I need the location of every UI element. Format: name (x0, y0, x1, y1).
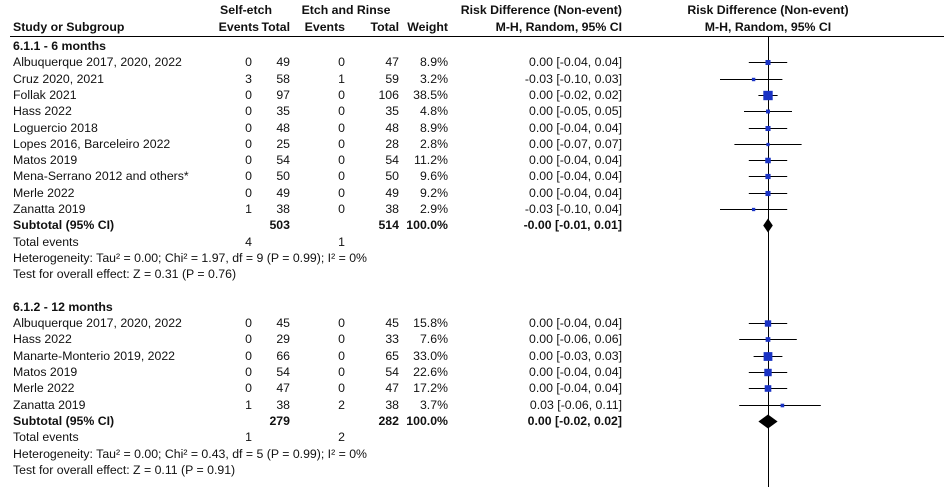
study-row (0, 120, 944, 136)
self-etch-events: 3 (245, 71, 252, 86)
self-etch-events: 0 (245, 185, 252, 200)
self-etch-total: 25 (276, 136, 290, 151)
subtotal-label: Subtotal (95% CI) (13, 413, 115, 428)
study-row (0, 185, 944, 201)
etch-rinse-total: 28 (385, 136, 399, 151)
self-etch-events: 0 (245, 120, 252, 135)
method-table-header: M-H, Random, 95% CI (495, 20, 622, 34)
study-risk-difference: -0.03 [-0.10, 0.04] (524, 202, 622, 216)
etch-rinse-total: 33 (385, 332, 399, 347)
subtotal-row (0, 413, 944, 429)
etch-rinse-events: 0 (338, 332, 345, 347)
etch-rinse-events: 0 (338, 169, 345, 184)
etch-rinse-events: 0 (338, 348, 345, 363)
self-etch-total: 58 (276, 71, 290, 86)
study-weight: 17.2% (413, 381, 448, 396)
total-events-label: Total events (13, 234, 79, 249)
overall-effect-row (0, 462, 944, 478)
self-etch-total: 38 (276, 202, 290, 216)
etch-rinse-events: 0 (338, 120, 345, 135)
etch-rinse-events-header: Events (304, 20, 345, 34)
self-etch-total: 48 (276, 120, 290, 135)
etch-rinse-total: 65 (385, 348, 399, 363)
etch-and-rinse-group-header: Etch and Rinse (301, 3, 391, 17)
study-name: Zanatta 2019 (13, 202, 86, 216)
study-row (0, 201, 944, 217)
study-weight: 22.6% (413, 365, 448, 379)
study-risk-difference: 0.00 [-0.03, 0.03] (529, 348, 622, 363)
self-etch-total: 50 (276, 169, 290, 184)
self-etch-events: 0 (245, 169, 252, 184)
self-etch-events-header: Events (218, 20, 259, 34)
self-etch-total: 38 (276, 397, 290, 412)
self-etch-total-header: Total (261, 20, 290, 34)
total-events-etch-rinse: 2 (338, 430, 345, 445)
total-events-label: Total events (13, 430, 79, 445)
study-risk-difference: 0.00 [-0.04, 0.04] (529, 55, 622, 70)
study-row (0, 54, 944, 70)
study-weight: 11.2% (414, 153, 448, 168)
self-etch-total: 54 (276, 153, 290, 168)
etch-rinse-total-header: Total (370, 20, 399, 34)
study-weight: 3.2% (419, 71, 448, 86)
self-etch-total: 66 (276, 348, 290, 363)
etch-rinse-total: 106 (378, 87, 399, 102)
overall-effect-text: Test for overall effect: Z = 0.31 (P = 0.76) (13, 267, 237, 282)
study-row (0, 152, 944, 168)
study-risk-difference: 0.00 [-0.06, 0.06] (529, 332, 622, 347)
study-risk-difference: 0.00 [-0.04, 0.04] (529, 153, 622, 168)
method-plot-header: M-H, Random, 95% CI (704, 20, 832, 34)
heterogeneity-row (0, 250, 944, 266)
self-etch-events: 0 (245, 153, 252, 168)
risk-difference-plot-header: Risk Difference (Non-event) (687, 3, 849, 17)
subtotal-etch-rinse-total: 282 (378, 413, 399, 428)
subgroup-title: 6.1.2 - 12 months (13, 299, 113, 314)
etch-rinse-total: 59 (385, 71, 399, 86)
etch-rinse-events: 0 (338, 136, 345, 151)
study-name: Loguercio 2018 (13, 120, 98, 135)
study-name: Mena-Serrano 2012 and others* (13, 169, 189, 184)
study-name: Merle 2022 (13, 185, 75, 200)
risk-difference-table-header: Risk Difference (Non-event) (460, 3, 622, 17)
study-name: Albuquerque 2017, 2020, 2022 (13, 316, 182, 331)
self-etch-total: 49 (276, 185, 290, 200)
subgroup-title-row (0, 38, 944, 54)
study-row (0, 71, 944, 87)
etch-rinse-events: 2 (338, 397, 345, 412)
self-etch-total: 35 (276, 104, 290, 119)
overall-effect-text: Test for overall effect: Z = 0.11 (P = 0.91) (13, 462, 236, 477)
study-row (0, 168, 944, 184)
study-weight: 15.8% (413, 316, 448, 331)
study-name: Matos 2019 (13, 365, 78, 379)
etch-rinse-events: 0 (338, 202, 345, 216)
etch-rinse-events: 0 (338, 104, 345, 119)
study-weight: 9.2% (419, 185, 448, 200)
self-etch-events: 0 (245, 104, 252, 119)
heterogeneity-text: Heterogeneity: Tau² = 0.00; Chi² = 1.97, df = 9 (P = 0.99); I² = 0% (13, 250, 367, 265)
subtotal-self-etch-total: 503 (269, 218, 290, 233)
study-weight: 8.9% (419, 120, 448, 135)
study-name: Merle 2022 (13, 381, 75, 396)
self-etch-events: 0 (245, 365, 252, 379)
study-name: Albuquerque 2017, 2020, 2022 (13, 55, 182, 70)
study-risk-difference: 0.00 [-0.04, 0.04] (529, 316, 622, 331)
study-weight: 9.6% (419, 169, 448, 184)
self-etch-events: 0 (245, 316, 252, 331)
study-risk-difference: 0.00 [-0.04, 0.04] (529, 169, 622, 184)
subtotal-etch-rinse-total: 514 (378, 218, 399, 233)
self-etch-total: 47 (276, 381, 290, 396)
subtotal-row (0, 217, 944, 233)
etch-rinse-events: 0 (338, 316, 345, 331)
self-etch-total: 97 (276, 87, 290, 102)
etch-rinse-total: 50 (385, 169, 399, 184)
self-etch-events: 0 (245, 136, 252, 151)
subtotal-weight: 100.0% (406, 413, 448, 428)
study-risk-difference: 0.00 [-0.04, 0.04] (529, 185, 622, 200)
study-risk-difference: 0.00 [-0.04, 0.04] (529, 381, 622, 396)
study-row (0, 380, 944, 396)
total-events-row (0, 234, 944, 250)
etch-rinse-total: 47 (385, 381, 399, 396)
study-weight: 38.5% (413, 87, 448, 102)
study-row (0, 87, 944, 103)
self-etch-total: 54 (276, 365, 290, 379)
study-weight: 4.8% (419, 104, 448, 119)
study-name: Cruz 2020, 2021 (13, 71, 104, 86)
study-weight: 8.9% (419, 55, 448, 70)
study-row (0, 348, 944, 364)
self-etch-events: 0 (245, 332, 252, 347)
subtotal-label: Subtotal (95% CI) (13, 218, 115, 233)
study-name: Follak 2021 (13, 87, 77, 102)
study-weight: 3.7% (419, 397, 448, 412)
study-weight: 7.6% (419, 332, 448, 347)
study-name: Zanatta 2019 (13, 397, 86, 412)
study-risk-difference: 0.00 [-0.04, 0.04] (529, 120, 622, 135)
study-row (0, 364, 944, 380)
study-weight: 2.9% (419, 202, 448, 216)
etch-rinse-total: 47 (385, 55, 399, 70)
total-events-self-etch: 1 (245, 430, 252, 445)
study-name: Manarte-Monterio 2019, 2022 (13, 348, 176, 363)
etch-rinse-events: 0 (338, 55, 345, 70)
total-events-self-etch: 4 (245, 234, 252, 249)
study-row (0, 331, 944, 347)
etch-rinse-events: 0 (338, 365, 345, 379)
study-name: Matos 2019 (13, 153, 78, 168)
study-row (0, 103, 944, 119)
study-weight: 33.0% (413, 348, 448, 363)
study-name: Hass 2022 (13, 104, 72, 119)
self-etch-total: 45 (276, 316, 290, 331)
subgroup-title-row (0, 299, 944, 315)
self-etch-events: 0 (245, 381, 252, 396)
etch-rinse-events: 0 (338, 87, 345, 102)
study-risk-difference: 0.00 [-0.05, 0.05] (529, 104, 622, 119)
self-etch-events: 1 (245, 202, 252, 216)
subtotal-risk-difference: -0.00 [-0.01, 0.01] (523, 218, 622, 233)
study-row (0, 397, 944, 413)
etch-rinse-total: 54 (385, 153, 399, 168)
heterogeneity-text: Heterogeneity: Tau² = 0.00; Chi² = 0.43, df = 5 (P = 0.99); I² = 0% (13, 446, 367, 461)
study-weight: 2.8% (419, 136, 448, 151)
study-row (0, 315, 944, 331)
self-etch-events: 0 (245, 55, 252, 70)
subtotal-risk-difference: 0.00 [-0.02, 0.02] (527, 413, 622, 428)
heterogeneity-row (0, 446, 944, 462)
overall-effect-row (0, 266, 944, 282)
study-risk-difference: -0.03 [-0.10, 0.03] (524, 71, 622, 86)
study-risk-difference: 0.03 [-0.06, 0.11] (529, 397, 622, 412)
study-column-header: Study or Subgroup (13, 20, 125, 34)
total-events-etch-rinse: 1 (338, 234, 345, 249)
study-name: Hass 2022 (13, 332, 72, 347)
etch-rinse-events: 1 (338, 71, 345, 86)
etch-rinse-events: 0 (338, 185, 345, 200)
study-row (0, 136, 944, 152)
etch-rinse-total: 48 (385, 120, 399, 135)
study-risk-difference: 0.00 [-0.02, 0.02] (529, 87, 622, 102)
etch-rinse-total: 35 (385, 104, 399, 119)
etch-rinse-total: 38 (385, 202, 399, 216)
etch-rinse-events: 0 (338, 381, 345, 396)
self-etch-events: 0 (245, 87, 252, 102)
self-etch-total: 49 (276, 55, 290, 70)
etch-rinse-events: 0 (338, 153, 345, 168)
subgroup-title: 6.1.1 - 6 months (13, 39, 106, 53)
self-etch-group-header: Self-etch (220, 3, 272, 17)
etch-rinse-total: 54 (385, 365, 399, 379)
weight-header: Weight (407, 20, 448, 34)
etch-rinse-total: 49 (385, 185, 399, 200)
self-etch-events: 0 (245, 348, 252, 363)
total-events-row (0, 429, 944, 445)
study-name: Lopes 2016, Barceleiro 2022 (13, 136, 171, 151)
self-etch-total: 29 (276, 332, 290, 347)
study-risk-difference: 0.00 [-0.04, 0.04] (529, 365, 622, 379)
etch-rinse-total: 38 (385, 397, 399, 412)
etch-rinse-total: 45 (385, 316, 399, 331)
self-etch-events: 1 (245, 397, 252, 412)
study-risk-difference: 0.00 [-0.07, 0.07] (529, 136, 622, 151)
subtotal-self-etch-total: 279 (269, 413, 290, 428)
subtotal-weight: 100.0% (406, 218, 448, 233)
